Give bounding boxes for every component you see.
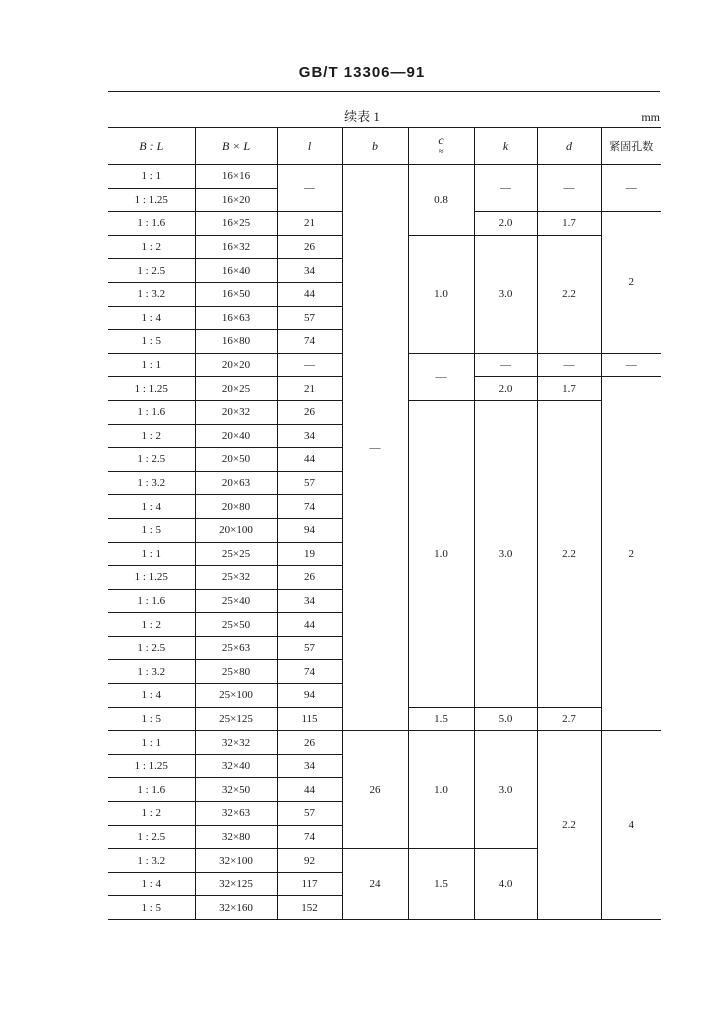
- table-row: [108, 731, 661, 755]
- l-cell: 26: [277, 235, 342, 259]
- table-row: [108, 165, 661, 189]
- ratio-cell: 1 : 4: [108, 684, 195, 708]
- size-cell: 25×80: [195, 660, 277, 684]
- size-cell: 25×25: [195, 542, 277, 566]
- l-cell: 44: [277, 778, 342, 802]
- l-cell: —: [277, 165, 342, 212]
- ratio-cell: 1 : 2: [108, 424, 195, 448]
- ratio-cell: 1 : 1.25: [108, 566, 195, 590]
- size-cell: 20×80: [195, 495, 277, 519]
- c-cell: 1.5: [408, 707, 474, 731]
- ratio-cell: 1 : 2.5: [108, 259, 195, 283]
- l-cell: 26: [277, 731, 342, 755]
- k-cell: —: [474, 353, 537, 377]
- l-cell: —: [277, 353, 342, 377]
- ratio-cell: 1 : 3.2: [108, 849, 195, 873]
- d-cell: 1.7: [537, 212, 601, 236]
- size-cell: 20×20: [195, 353, 277, 377]
- table-caption: 续表 1: [344, 109, 380, 124]
- col-header-b: b: [342, 128, 408, 165]
- l-cell: 57: [277, 471, 342, 495]
- col-header-c-approx: ≈: [438, 146, 444, 156]
- c-cell: 0.8: [408, 165, 474, 236]
- size-cell: 25×125: [195, 707, 277, 731]
- b-cell: 24: [342, 849, 408, 920]
- size-cell: 25×50: [195, 613, 277, 637]
- ratio-cell: 1 : 3.2: [108, 471, 195, 495]
- size-cell: 16×20: [195, 188, 277, 212]
- ratio-cell: 1 : 2.5: [108, 636, 195, 660]
- ratio-cell: 1 : 1.6: [108, 212, 195, 236]
- l-cell: 34: [277, 589, 342, 613]
- col-header-d: d: [537, 128, 601, 165]
- ratio-cell: 1 : 1.25: [108, 188, 195, 212]
- l-cell: 26: [277, 400, 342, 424]
- size-cell: 32×80: [195, 825, 277, 849]
- size-cell: 25×32: [195, 566, 277, 590]
- b-cell: 26: [342, 731, 408, 849]
- l-cell: 74: [277, 495, 342, 519]
- col-header-c: [408, 128, 474, 165]
- size-cell: 16×32: [195, 235, 277, 259]
- ratio-cell: 1 : 4: [108, 872, 195, 896]
- ratio-cell: 1 : 1.25: [108, 754, 195, 778]
- col-header-c-label: c: [438, 133, 444, 147]
- size-cell: 16×16: [195, 165, 277, 189]
- k-cell: —: [474, 165, 537, 212]
- k-cell: 3.0: [474, 400, 537, 707]
- ratio-cell: 1 : 1.6: [108, 400, 195, 424]
- k-cell: 2.0: [474, 212, 537, 236]
- size-cell: 32×63: [195, 802, 277, 826]
- standard-number: GB/T 13306—91: [298, 64, 426, 81]
- size-cell: 16×80: [195, 330, 277, 354]
- c-cell: 1.0: [408, 235, 474, 353]
- l-cell: 92: [277, 849, 342, 873]
- size-cell: 32×125: [195, 872, 277, 896]
- d-cell: 2.2: [537, 400, 601, 707]
- k-cell: 5.0: [474, 707, 537, 731]
- size-cell: 20×63: [195, 471, 277, 495]
- l-cell: 94: [277, 518, 342, 542]
- size-cell: 16×40: [195, 259, 277, 283]
- ratio-cell: 1 : 1.25: [108, 377, 195, 401]
- col-header-ratio: B : L: [108, 128, 195, 165]
- l-cell: 34: [277, 754, 342, 778]
- l-cell: 115: [277, 707, 342, 731]
- l-cell: 152: [277, 896, 342, 920]
- unit-label: mm: [641, 110, 660, 124]
- ratio-cell: 1 : 1: [108, 353, 195, 377]
- header-row: [108, 128, 661, 165]
- l-cell: 26: [277, 566, 342, 590]
- l-cell: 19: [277, 542, 342, 566]
- d-cell: —: [537, 353, 601, 377]
- l-cell: 21: [277, 377, 342, 401]
- size-cell: 20×40: [195, 424, 277, 448]
- ratio-cell: 1 : 3.2: [108, 660, 195, 684]
- k-cell: 4.0: [474, 849, 537, 920]
- holes-cell: —: [601, 353, 661, 377]
- ratio-cell: 1 : 1: [108, 731, 195, 755]
- ratio-cell: 1 : 1.6: [108, 589, 195, 613]
- ratio-cell: 1 : 2.5: [108, 448, 195, 472]
- l-cell: 57: [277, 306, 342, 330]
- size-cell: 16×50: [195, 282, 277, 306]
- d-cell: 2.7: [537, 707, 601, 731]
- k-cell: 3.0: [474, 235, 537, 353]
- col-header-l: l: [277, 128, 342, 165]
- size-cell: 25×40: [195, 589, 277, 613]
- size-cell: 20×32: [195, 400, 277, 424]
- holes-cell: 2: [601, 212, 661, 354]
- l-cell: 44: [277, 282, 342, 306]
- d-cell: —: [537, 165, 601, 212]
- size-cell: 32×40: [195, 754, 277, 778]
- ratio-cell: 1 : 2.5: [108, 825, 195, 849]
- size-cell: 20×25: [195, 377, 277, 401]
- size-cell: 20×100: [195, 518, 277, 542]
- d-cell: 2.2: [537, 235, 601, 353]
- holes-cell: —: [601, 165, 661, 212]
- holes-cell: 2: [601, 377, 661, 731]
- l-cell: 44: [277, 448, 342, 472]
- ratio-cell: 1 : 5: [108, 707, 195, 731]
- l-cell: 94: [277, 684, 342, 708]
- size-cell: 32×32: [195, 731, 277, 755]
- l-cell: 74: [277, 825, 342, 849]
- ratio-cell: 1 : 3.2: [108, 282, 195, 306]
- holes-cell: 4: [601, 731, 661, 920]
- l-cell: 74: [277, 660, 342, 684]
- l-cell: 34: [277, 259, 342, 283]
- c-cell: —: [408, 353, 474, 400]
- c-cell: 1.0: [408, 400, 474, 707]
- size-cell: 32×160: [195, 896, 277, 920]
- l-cell: 117: [277, 872, 342, 896]
- c-cell: 1.0: [408, 731, 474, 849]
- col-header-k: k: [474, 128, 537, 165]
- size-cell: 25×100: [195, 684, 277, 708]
- col-header-holes: 紧固孔数: [601, 128, 661, 165]
- col-header-size: B × L: [195, 128, 277, 165]
- size-cell: 20×50: [195, 448, 277, 472]
- dimension-table: [108, 127, 661, 920]
- size-cell: 32×100: [195, 849, 277, 873]
- ratio-cell: 1 : 5: [108, 518, 195, 542]
- ratio-cell: 1 : 2: [108, 613, 195, 637]
- ratio-cell: 1 : 2: [108, 235, 195, 259]
- ratio-cell: 1 : 2: [108, 802, 195, 826]
- k-cell: 3.0: [474, 731, 537, 849]
- l-cell: 57: [277, 636, 342, 660]
- l-cell: 57: [277, 802, 342, 826]
- l-cell: 74: [277, 330, 342, 354]
- l-cell: 21: [277, 212, 342, 236]
- l-cell: 44: [277, 613, 342, 637]
- d-cell: 1.7: [537, 377, 601, 401]
- ratio-cell: 1 : 1: [108, 542, 195, 566]
- ratio-cell: 1 : 5: [108, 896, 195, 920]
- size-cell: 32×50: [195, 778, 277, 802]
- b-cell: —: [342, 165, 408, 731]
- header-rule: [108, 91, 660, 92]
- size-cell: 16×63: [195, 306, 277, 330]
- ratio-cell: 1 : 5: [108, 330, 195, 354]
- size-cell: 25×63: [195, 636, 277, 660]
- c-cell: 1.5: [408, 849, 474, 920]
- ratio-cell: 1 : 1.6: [108, 778, 195, 802]
- k-cell: 2.0: [474, 377, 537, 401]
- size-cell: 16×25: [195, 212, 277, 236]
- d-cell: 2.2: [537, 731, 601, 920]
- ratio-cell: 1 : 4: [108, 306, 195, 330]
- ratio-cell: 1 : 1: [108, 165, 195, 189]
- l-cell: 34: [277, 424, 342, 448]
- ratio-cell: 1 : 4: [108, 495, 195, 519]
